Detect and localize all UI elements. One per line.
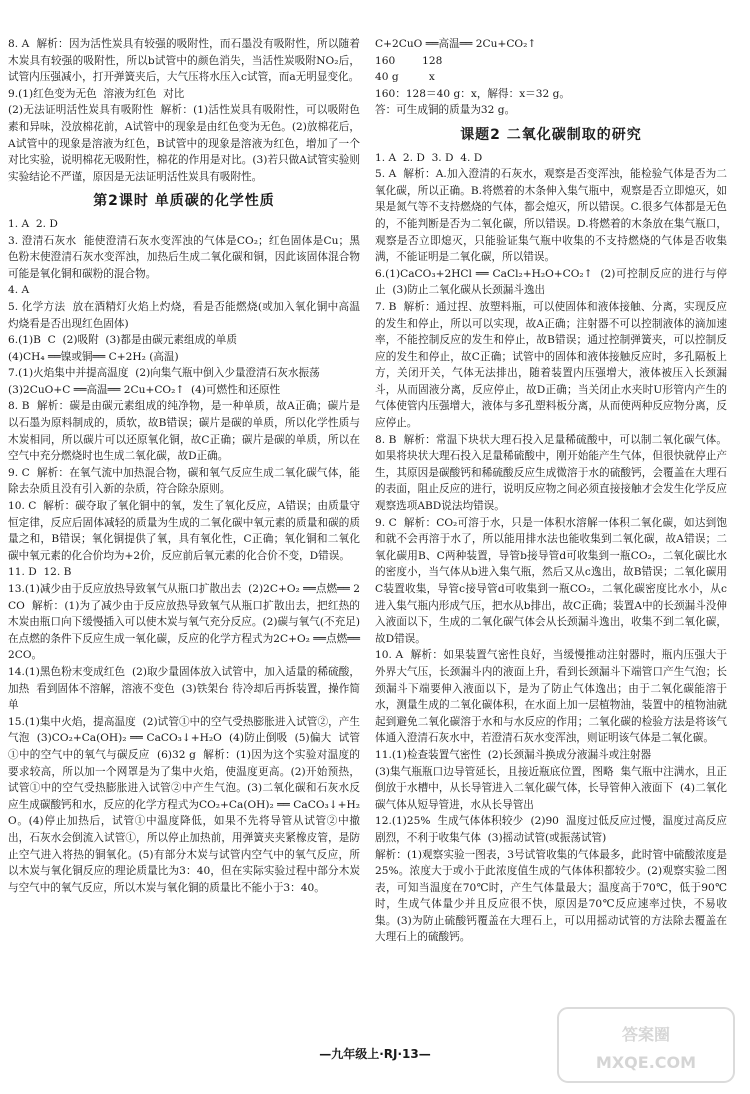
section-heading: 第2课时 单质碳的化学性质 xyxy=(93,193,275,210)
answer-item: 10. A 解析：如果装置气密性良好，当缓慢推动注射器时，瓶内压强大于外界大气压，长颈漏斗内的液面上升，看到长颈漏斗下端管口产生气泡；长颈漏斗下端要伸入液面以下，是为了防止气体逸出；由于二氧化碳能溶于水，测量生成的二氧化碳体积，在水面上加一层植物油，装置中的植物油就起到避免二氧化碳溶于水和与水反应的作用；二氧化碳的检验方法是将该气体通入澄清石灰水中，若澄清石灰水变浑浊，则证明该气体是二氧化碳。 xyxy=(375,649,727,745)
section-heading: 课题2 二氧化碳制取的研究 xyxy=(460,126,642,143)
answer-item: 6.(1)CaCO₃+2HCl ══ CaCl₂+H₂O+CO₂↑ (2)可控制反应的进行与停止 (3)防止二氧化碳从长颈漏斗逸出 xyxy=(375,267,727,297)
equation-line: 答：可生成铜的质量为32 g。 xyxy=(375,104,516,117)
left-items-bottom xyxy=(8,216,364,896)
answer-item: (4)CH₄ ══镍或铜══ C+2H₂ (高温) xyxy=(8,350,179,363)
answer-item: 8. A 解析：因为活性炭具有较强的吸附性，而石墨没有吸附性，所以随着木炭具有较强的吸附性，所以b试管中的颜色消失，当活性炭吸附NO₂后，试管内压强减小，打开弹簧夹后，大气压将水压入c试管，而a无明显变化。 xyxy=(8,38,360,84)
watermark-line2: MXQE.COM xyxy=(595,1053,697,1072)
right-items-top xyxy=(375,36,727,119)
answer-item: (2)无法证明活性炭具有吸附性 解析：(1)活性炭具有吸附性，可以吸附色素和异味，没放棉花前，A试管中的现象是由红色变为无色。(2)放棉花后，A试管中的现象是溶液为红色，B试管中的现象是溶液为红色，增加了一个对比实验，说明棉花无吸附性，棉花的作用是对比。(3)若只做A试管实验则实验结论不严谨，原因是无法证明活性炭具有吸附性。 xyxy=(8,104,360,183)
answer-item: 解析：(1)观察实验一图表，3号试管收集的气体最多，此时管中硫酸浓度是25%。浓度大于或小于此浓度值生成的气体体积都较少。(2)观察实验二图表，可知当温度在70℃时，产生气体量最大；温度高于70℃，低于90℃时，生成气体量少并且反应很不快，原因是70℃反应速率过快，不易收集。(3)为防止硫酸钙覆盖在大理石上，可以用摇动试管的方法除去覆盖在大理石上的硫酸钙。 xyxy=(375,848,727,944)
page-footer: —九年级上·RJ·13— xyxy=(319,1047,431,1061)
answer-item: 3. 澄清石灰水 能使澄清石灰水变浑浊的气体是CO₂；红色固体是Cu；黑色粉末使澄清石灰水变浑浊，加热后生成二氧化碳和铜，因此该固体混合物可能是氧化铜和碳粉的混合物。 xyxy=(8,234,360,280)
answer-item: 11.(1)检查装置气密性 (2)长颈漏斗换成分液漏斗或注射器 xyxy=(375,748,652,761)
equation-line: 160：128＝40 g：x，解得：x＝32 g。 xyxy=(375,87,570,100)
answer-item: 7. B 解析：通过捏、放塑料瓶，可以使固体和液体接触、分离，实现反应的发生和停止，所以可以实现，故A正确；注射器不可以控制液体的滴加速率，不能控制反应的发生和停止，故B错误；通过控制弹簧夹，可以控制反应的发生和停止，故C正确；试管中的固体和液体接触反应时，多孔隔板上方，关闭开关，气体无法排出，随着装置内压强增大，液体被压入长颈漏斗，从而固液分离，反应停止，故D正确；当关闭止水夹时U形管内产生的气体使管内压强增大，液体与多孔塑料板分离，从而使两种反应物分离，反应停止。 xyxy=(375,300,727,430)
answer-item: 9.(1)红色变为无色 溶液为红色 对比 xyxy=(8,87,185,100)
answer-item: 11. D 12. B xyxy=(8,566,72,579)
answer-item: 12.(1)25% 生成气体体积较少 (2)90 温度过低反应过慢，温度过高反应剧烈，不利于收集气体 (3)摇动试管(或振荡试管) xyxy=(375,815,727,844)
left-items-top xyxy=(8,36,360,185)
answer-item: 9. C 解析：CO₂可溶于水，只是一体积水溶解一体积二氧化碳，如达到饱和就不会再溶于水了，所以能用排水法也能收集到二氧化碳，故A错误；二氧化碳用B、C两种装置，导管b接导管d可收集到一瓶CO₂，二氧化碳比水的密度小，当气体从b进入集气瓶，然后又从c逸出，故B错误；二氧化碳用C装置收集，导管c接导管d可收集到一瓶CO₂，二氧化碳密度比水小，从c进入集气瓶内形成气压，把水从b排出，故C正确；装置A中的长颈漏斗没伸入液面以下，生成的二氧化碳气体会从长颈漏斗逸出，收集不到二氧化碳，故D错误。 xyxy=(375,516,727,645)
answer-item: 7.(1)火焰集中并提高温度 (2)向集气瓶中倒入少量澄清石灰水振荡 xyxy=(8,367,320,380)
right-items-bottom xyxy=(375,150,734,947)
right-column xyxy=(375,36,734,946)
answer-item: 6.(1)B C (2)吸附 (3)都是由碳元素组成的单质 xyxy=(8,334,237,347)
left-column xyxy=(8,36,364,896)
equation-line: C+2CuO ══高温══ 2Cu+CO₂↑ xyxy=(375,38,537,50)
answer-item: (3)集气瓶瓶口边导管延长，且接近瓶底位置，图略 集气瓶中注满水，且正倒放于水槽中，从长导管进入二氧化碳气体，长导管伸入液面下 (4)二氧化碳气体从短导管进，水从长导管出 xyxy=(375,765,727,811)
answer-item: 1. A 2. D xyxy=(8,217,58,230)
answer-item: 10. C 解析：碳夺取了氧化铜中的氧，发生了氧化反应，A错误；由质量守恒定律，反应后固体减轻的质量为生成的二氧化碳中氧元素的质量和碳的质量之和，B错误；氧化铜提供了氧，具有氧化性，C正确；氧化铜和二氧化碳中氧元素的化合价均为+2价，反应前后氧元素的化合价不变，D错误。 xyxy=(8,500,360,562)
answer-item: 5. 化学方法 放在酒精灯火焰上灼烧，看是否能燃烧(或加入氧化铜中高温灼烧看是否出现红色固体) xyxy=(8,300,360,330)
answer-item: 1. A 2. D 3. D 4. D xyxy=(375,151,483,164)
watermark-logo xyxy=(556,1006,736,1084)
answer-item: 8. B 解析：碳是由碳元素组成的纯净物，是一种单质，故A正确；碳片是以石墨为原料制成的，质软，故B错误；碳片是碳的单质，所以化学性质与木炭相同，所以碳片可以还原氧化铜，故C正确；碳片是碳的单质，所以在空气中充分燃烧时也生成二氧化碳，故D正确。 xyxy=(8,400,360,463)
answer-item: 9. C 解析：在氧气流中加热混合物，碳和氧气反应生成二氧化碳气体，能除去杂质且没有引入新的杂质，符合除杂原则。 xyxy=(8,466,360,496)
answer-item: 8. B 解析：常温下块状大理石投入足量稀硫酸中，可以制二氧化碳气体。如果将块状大理石投入足量稀硫酸中，刚开始能产生气体，但很快就停止产生，其原因是碳酸钙和稀硫酸反应生成微溶于水的硫酸钙，会覆盖在大理石的表面，阻止反应的进行，说明反应物之间必须直接接触才会发生化学反应 观察选项ABD说法均错误。 xyxy=(375,433,734,513)
answer-item: 15.(1)集中火焰，提高温度 (2)试管①中的空气受热膨胀进入试管②，产生气泡 (3)CO₂+Ca(OH)₂ ══ CaCO₃↓+H₂O (4)防止倒吸 (5)偏大 试管①中的空气中的氧气与碳反应 (6)32 g 解析：(1)因为这个实验对温度的要求较高，所以加一个网罩是为了集中火焰，使温度更高。(2)开始预热，试管①中的空气受热膨胀进入试管②中产生气泡。(3)二氧化碳和石灰水反应生成碳酸钙和水，反应的化学方程式为CO₂+Ca(OH)₂ ══ CaCO₃↓+H₂O。(4)停止加热后，试管①中温度降低，如果不先将导管从试管②中撤出，石灰水会倒流入试管①，所以停止加热前，用弹簧夹夹紧橡皮管，是防止空气进入将热的铜氧化。(5)有部分木炭与试管内空气中的氧气反应，所以木炭与氧化铜反应的理论质量比为3：40，但在实际实验过程中部分木炭与空气中的氧气反应，所以木炭与氧化铜的质量比不能小于3：40。 xyxy=(8,715,360,894)
watermark-line1: 答案圈 xyxy=(621,1025,671,1044)
equation-line: 160 128 xyxy=(375,54,443,67)
answer-item: (3)2CuO+C ══高温══ 2Cu+CO₂↑ (4)可燃性和还原性 xyxy=(8,383,281,396)
equation-line: 40 g x xyxy=(375,71,435,84)
answer-item: 13.(1)减少由于反应放热导致氧气从瓶口扩散出去 (2)2C+O₂ ══点燃══ 2CO 解析：(1)为了减少由于反应放热导致氧气从瓶口扩散出去，把红热的木炭由瓶口向下缓慢插入可以使木炭与氧气充分反应。(2)碳与氧气(不充足)在点燃的条件下反应生成一氧化碳，反应的化学方程式为2C+O₂ ══点燃══ 2CO。 xyxy=(8,583,364,662)
answer-item: 5. A 解析：A.加入澄清的石灰水，观察是否变浑浊，能检验气体是否为二氧化碳，所以正确。B.将燃着的木条伸入集气瓶中，观察是否立即熄灭，如果是氮气等不支持燃烧的气体，都会熄灭，所以错误。C.很多气体都是无色的，不能判断是否为二氧化碳，所以错误。D.将燃着的木条放在集气瓶口，观察是否立即熄灭，只能验证集气瓶中收集的不支持燃烧的气体是否收集满，不能证明是二氧化碳，所以错误。 xyxy=(375,168,727,264)
answer-item: 14.(1)黑色粉末变成红色 (2)取少量固体放入试管中，加入适量的稀硫酸，加热 看到固体不溶解，溶液不变色 (3)铁架台 待冷却后再拆装置，操作简单 xyxy=(8,665,360,712)
answer-item: 4. A xyxy=(8,284,30,297)
